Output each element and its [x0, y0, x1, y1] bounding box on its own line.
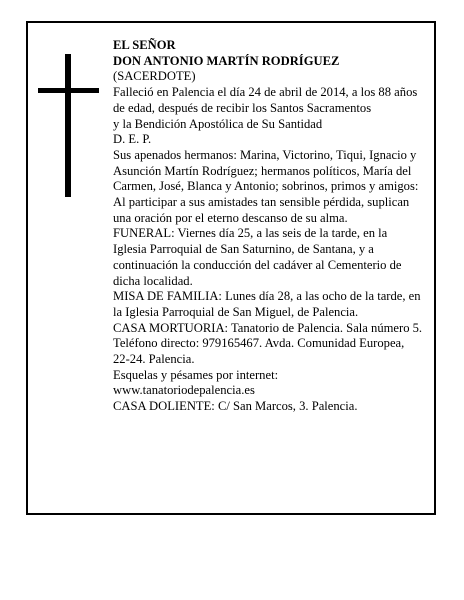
online-condolences-label: Esquelas y pésames por internet:: [113, 367, 279, 382]
deceased-name: DON ANTONIO MARTÍN RODRÍGUEZ: [113, 53, 340, 68]
funeral-details: FUNERAL: Viernes día 25, a las seis de la tarde, en la Iglesia Parroquial de San Saturnino, de Santana, y a continuación la conducción del cadáver al Cementerio de dicha localidad.: [113, 226, 402, 288]
apostolic-blessing: y la Bendición Apostólica de Su Santidad: [113, 116, 323, 131]
mortuary-details: CASA MORTUORIA: Tanatorio de Palencia. Sala número 5. Teléfono directo: 979165467. Avda. Comunidad Europea, 22-24. Palencia.: [113, 320, 423, 367]
funeral-home-website: www.tanatoriodepalencia.es: [113, 383, 255, 398]
death-announcement: Falleció en Palencia el día 24 de abril de 2014, a los 88 años de edad, después de recibir los Santos Sacramentos: [113, 85, 418, 115]
deceased-title: (SACERDOTE): [113, 69, 196, 84]
cross-vertical-bar: [65, 54, 71, 197]
mourners-list: Sus apenados hermanos: Marina, Victorino, Tiqui, Ignacio y Asunción Martín Rodríguez; hermanos políticos, María del Carmen, José, Blanca y Antonio; sobrinos, primos y amigos:: [113, 147, 419, 194]
mourning-house-address: CASA DOLIENTE: C/ San Marcos, 3. Palencia.: [113, 399, 358, 414]
family-mass-details: MISA DE FAMILIA: Lunes día 28, a las ocho de la tarde, en la Iglesia Parroquial de San Miguel, de Palencia.: [113, 289, 421, 319]
latin-cross-icon: [38, 54, 99, 197]
prayer-request: Al participar a sus amistades tan sensible pérdida, suplican una oración por el eterno descanso de su alma.: [113, 195, 410, 225]
notice-text: [113, 38, 423, 415]
rip-line: D. E. P.: [113, 132, 152, 147]
heading-line-1: EL SEÑOR: [113, 38, 176, 52]
cross-horizontal-bar: [38, 88, 99, 93]
